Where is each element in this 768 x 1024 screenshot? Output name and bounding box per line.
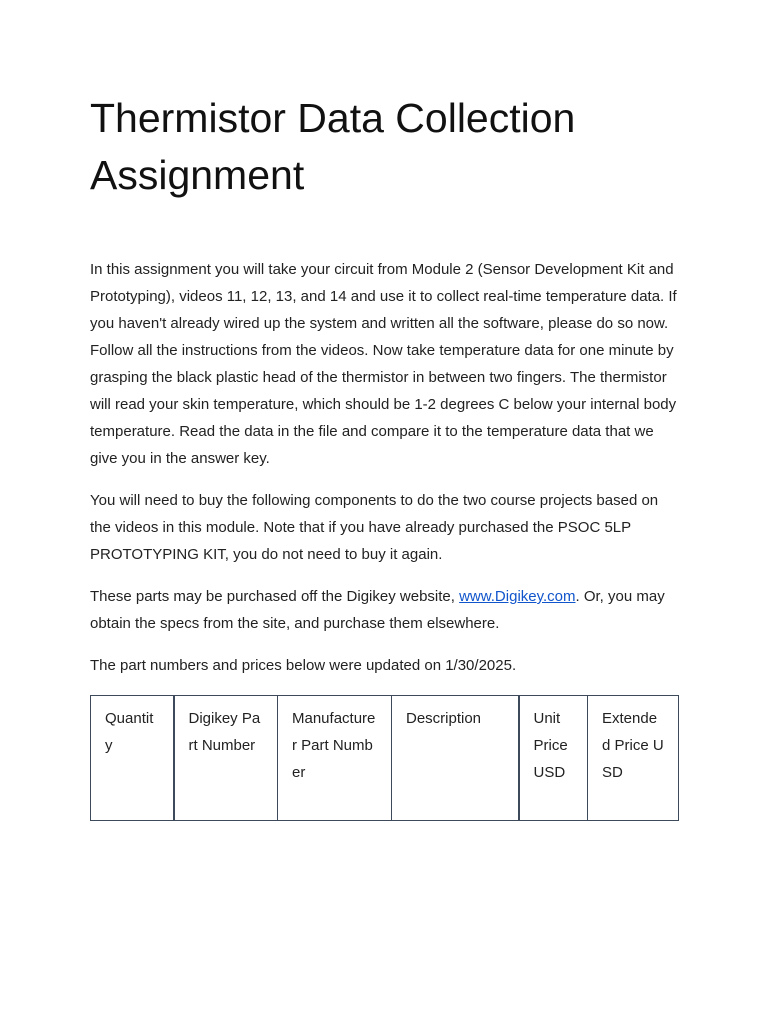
purchase-text-before: These parts may be purchased off the Digikey website,: [90, 588, 460, 605]
components-paragraph: You will need to buy the following components to do the two course projects based on the videos in this module. Note that if you have already purchased the PSOC 5LP PROTOTYPING KIT, you do not need to buy it again.: [90, 492, 659, 563]
purchase-paragraph: [90, 583, 680, 637]
parts-table: [90, 695, 679, 821]
document-title: Thermistor Data Collection Assignment: [90, 95, 576, 198]
table-header-row: [91, 696, 679, 821]
document-page: [90, 90, 680, 821]
purchase-text-after: . Or, you may obtain the specs from the site, and purchase them elsewhere.: [90, 588, 665, 632]
update-date-paragraph: The part numbers and prices below were updated on 1/30/2025.: [90, 657, 517, 674]
header-manufacturer-part-number: Manufacturer Part Number: [278, 696, 392, 821]
digikey-link[interactable]: www.Digikey.com: [459, 588, 576, 605]
header-quantity: Quantity: [91, 696, 174, 821]
header-description: Description: [392, 696, 519, 821]
header-digikey-part-number: Digikey Part Number: [174, 696, 278, 821]
header-unit-price: Unit Price USD: [519, 696, 588, 821]
intro-paragraph: In this assignment you will take your circuit from Module 2 (Sensor Development Kit and Prototyping), videos 11, 12, 13, and 14 and use it to collect real-time temperature data. If you haven't already wired up the system and written all the software, please do so now. Follow all the instructions from the videos. Now take temperature data for one minute by grasping the black plastic head of the thermistor in between two fingers. The thermistor will read your skin temperature, which should be 1-2 degrees C below your internal body temperature. Read the data in the file and compare it to the temperature data that we give you in the answer key.: [90, 261, 677, 467]
header-extended-price: Extended Price USD: [588, 696, 679, 821]
